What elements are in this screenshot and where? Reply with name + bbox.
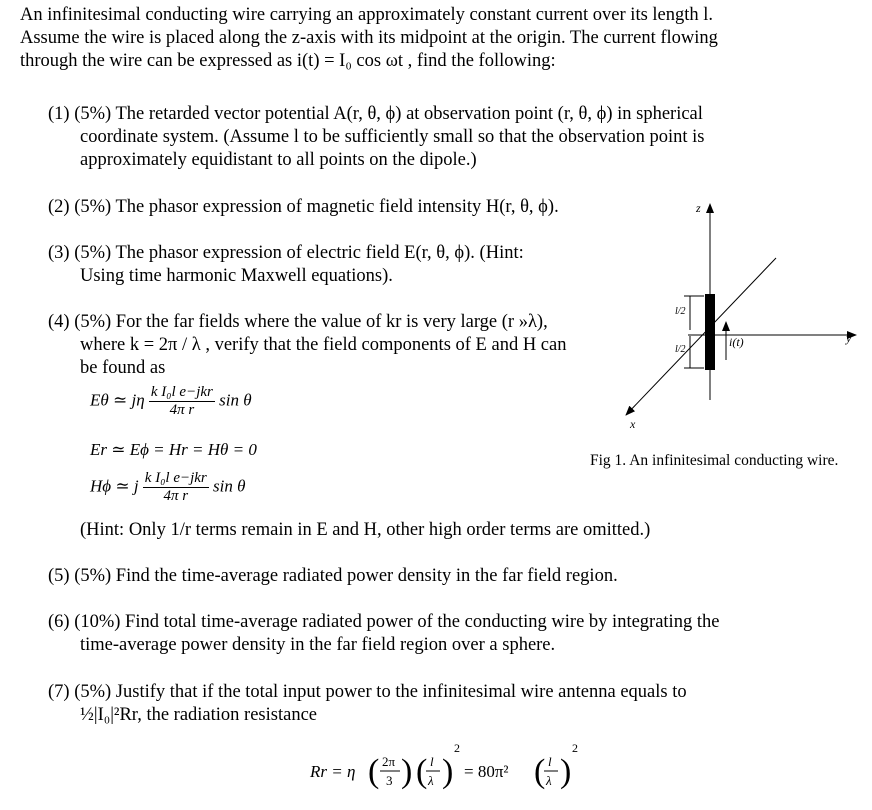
equation-e-theta-numerator: k I₀l e−jkr — [150, 384, 213, 400]
equation-e-theta — [90, 384, 252, 419]
radiation-resistance-formula — [306, 738, 586, 802]
equation-h-phi-lhs: Hϕ ≃ j — [90, 476, 139, 496]
question-2-line-1: (2) (5%) The phasor expression of magnetic field intensity H(r, θ, ϕ). — [48, 197, 559, 217]
formula-frac-1-num: 2π — [382, 754, 396, 769]
formula-exponent-1: 2 — [454, 741, 460, 755]
formula-paren-open-1: ( — [368, 753, 380, 790]
question-4-line-1: (4) (5%) For the far fields where the value of kr is very large (r »λ), — [48, 312, 548, 332]
equation-e-theta-denominator: 4π r — [169, 402, 195, 418]
equation-e-theta-lhs: Eθ ≃ jη — [90, 390, 145, 410]
question-5-line-1: (5) (5%) Find the time-average radiated power density in the far field region. — [48, 566, 618, 586]
formula-frac-1-den: 3 — [386, 773, 393, 788]
intro-line-3: through the wire can be expressed as i(t) = I₀ cos ωt , find the following: — [20, 51, 556, 71]
question-1-line-1: (1) (5%) The retarded vector potential A(r, θ, ϕ) at observation point (r, θ, ϕ) in spherical — [48, 104, 703, 124]
formula-paren-close-3: ) — [560, 753, 572, 790]
equation-zero-fields: Er ≃ Eϕ = Hr = Hθ = 0 — [90, 440, 257, 459]
formula-frac-2-den: λ — [428, 773, 434, 788]
equation-e-theta-fraction — [149, 384, 215, 419]
formula-frac-3-den: λ — [546, 773, 552, 788]
formula-frac-3-num: l — [548, 754, 552, 769]
y-axis-label: y — [846, 331, 852, 345]
half-length-bottom-label: l/2 — [675, 344, 686, 355]
formula-frac-2-num: l — [430, 754, 434, 769]
formula-mid: = 80π² — [464, 762, 509, 781]
question-4-line-2: where k = 2π / λ , verify that the field components of E and H can — [80, 335, 567, 355]
figure-caption: Fig 1. An infinitesimal conducting wire. — [590, 452, 839, 469]
x-axis-label: x — [630, 417, 636, 430]
formula-paren-open-2: ( — [416, 753, 428, 790]
wire-figure — [588, 190, 872, 430]
formula-exponent-2: 2 — [572, 741, 578, 755]
equation-h-phi-numerator: k I₀l e−jkr — [144, 470, 207, 486]
question-1-line-3: approximately equidistant to all points on the dipole.) — [80, 150, 477, 170]
question-7-line-1: (7) (5%) Justify that if the total input power to the infinitesimal wire antenna equals to — [48, 682, 687, 702]
formula-paren-open-3: ( — [534, 753, 546, 790]
intro-line-1: An infinitesimal conducting wire carrying an approximately constant current over its length l. — [20, 5, 714, 25]
question-6-line-1: (6) (10%) Find total time-average radiated power of the conducting wire by integrating the — [48, 612, 720, 632]
equation-h-phi — [90, 470, 245, 505]
formula-paren-close-2: ) — [442, 753, 454, 790]
conducting-wire — [705, 294, 715, 370]
question-3-line-1: (3) (5%) The phasor expression of electric field E(r, θ, ϕ). (Hint: — [48, 243, 524, 263]
question-6-line-2: time-average power density in the far field region over a sphere. — [80, 635, 556, 655]
z-axis-label: z — [696, 201, 701, 215]
question-4-hint: (Hint: Only 1/r terms remain in E and H, other high order terms are omitted.) — [80, 520, 651, 540]
equation-e-theta-tail: sin θ — [219, 390, 252, 410]
equation-h-phi-fraction — [143, 470, 209, 505]
formula-paren-close-1: ) — [401, 753, 413, 790]
x-axis — [626, 258, 776, 415]
intro-line-2: Assume the wire is placed along the z-axis with its midpoint at the origin. The current flowing — [20, 28, 718, 48]
formula-lhs: Rr = η — [310, 762, 356, 781]
question-1-line-2: coordinate system. (Assume l to be sufficiently small so that the observation point is — [80, 127, 705, 147]
equation-h-phi-denominator: 4π r — [163, 488, 189, 504]
question-7-line-2: ½|I₀|²Rr, the radiation resistance — [80, 705, 317, 725]
question-4-line-3: be found as — [80, 358, 166, 378]
current-label: i(t) — [729, 335, 744, 349]
question-3-line-2: Using time harmonic Maxwell equations). — [80, 266, 393, 286]
equation-h-phi-tail: sin θ — [213, 476, 246, 496]
half-length-top-label: l/2 — [675, 306, 686, 317]
